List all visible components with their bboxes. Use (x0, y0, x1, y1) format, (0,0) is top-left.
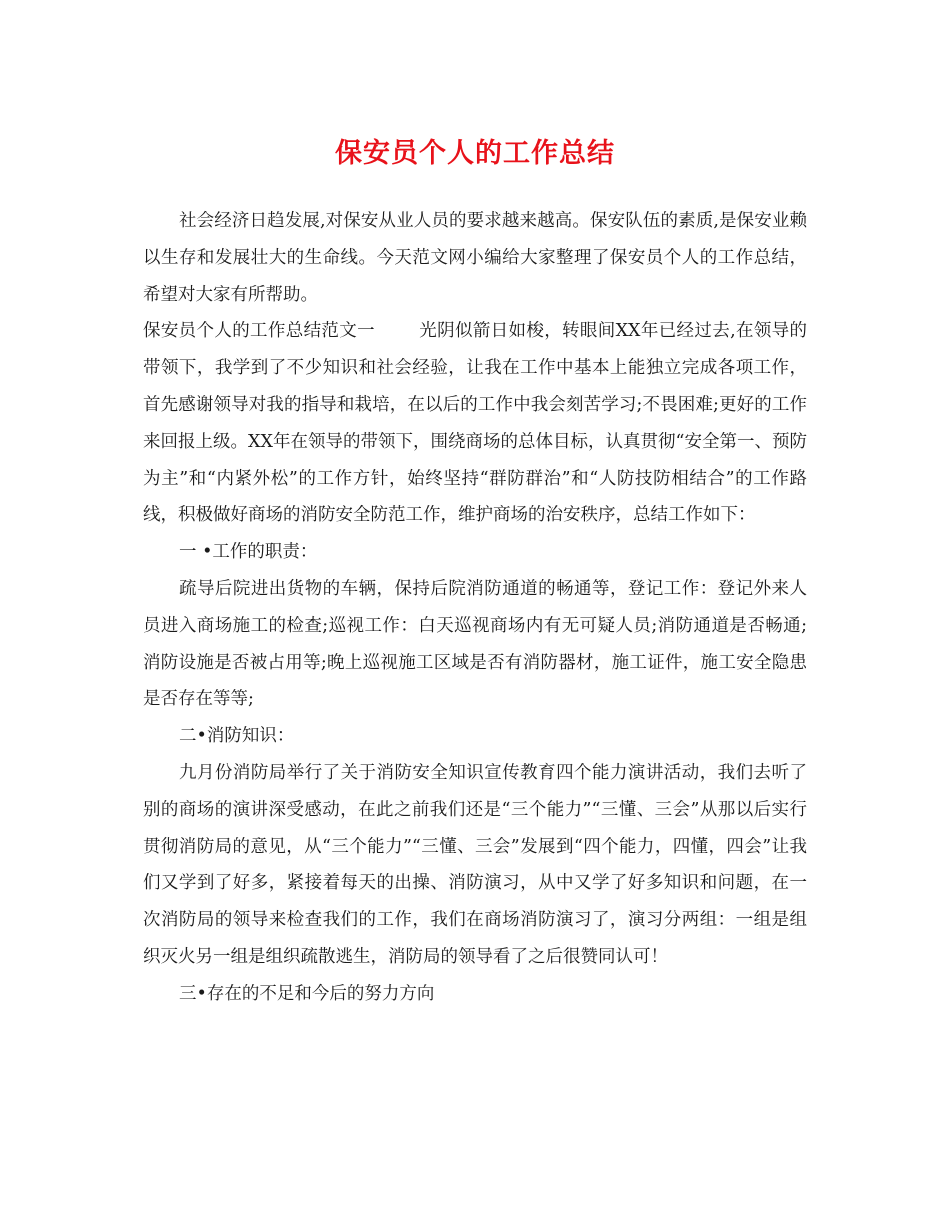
section-paragraph (143, 313, 807, 534)
section-label: 保安员个人的工作总结范文一 (143, 321, 375, 342)
duties-paragraph: 疏导后院进出货物的车辆，保持后院消防通道的畅通等，登记工作：登记外来人员进入商场施工的检查;巡视工作：白天巡视商场内有无可疑人员;消防通道是否畅通;消防设施是否被占用等;晚上巡视施工区域是否有消防器材，施工证件，施工安全隐患是否存在等等; (143, 578, 807, 710)
heading-shortcomings: 三•存在的不足和今后的努力方向 (179, 983, 435, 1004)
section-body: 光阴似箭日如梭，转眼间XX年已经过去,在领导的带领下，我学到了不少知识和社会经验，让我在工作中基本上能独立完成各项工作，首先感谢领导对我的指导和栽培，在以后的工作中我会刻苦学习;不畏困难;更好的工作来回报上级。XX年在领导的带领下，围绕商场的总体目标，认真贯彻“安全第一、预防为主”和“内紧外松”的工作方针，始终坚持“群防群治”和“人防技防相结合”的工作路线，积极做好商场的消防安全防范工作，维护商场的治安秩序，总结工作如下： (143, 321, 807, 526)
heading-duties: 一 •工作的职责： (179, 542, 318, 563)
intro-paragraph: 社会经济日趋发展,对保安从业人员的要求越来越高。保安队伍的素质,是保安业赖以生存和发展壮大的生命线。今天范文网小编给大家整理了保安员个人的工作总结，希望对大家有所帮助。 (143, 211, 807, 305)
document-title: 保安员个人的工作总结 (335, 138, 615, 169)
heading-fire-knowledge: 二•消防知识： (179, 726, 295, 747)
document-body (143, 203, 807, 1013)
fire-knowledge-paragraph: 九月份消防局举行了关于消防安全知识宣传教育四个能力演讲活动，我们去听了别的商场的演讲深受感动，在此之前我们还是“三个能力”“三懂、三会”从那以后实行贯彻消防局的意见，从“三个能力”“三懂、三会”发展到“四个能力，四懂，四会”让我们又学到了好多，紧接着每天的出操、消防演习，从中又学了好多知识和问题，在一次消防局的领导来检查我们的工作，我们在商场消防演习了，演习分两组：一组是组织灭火另一组是组织疏散逃生，消防局的领导看了之后很赞同认可！ (143, 762, 807, 967)
